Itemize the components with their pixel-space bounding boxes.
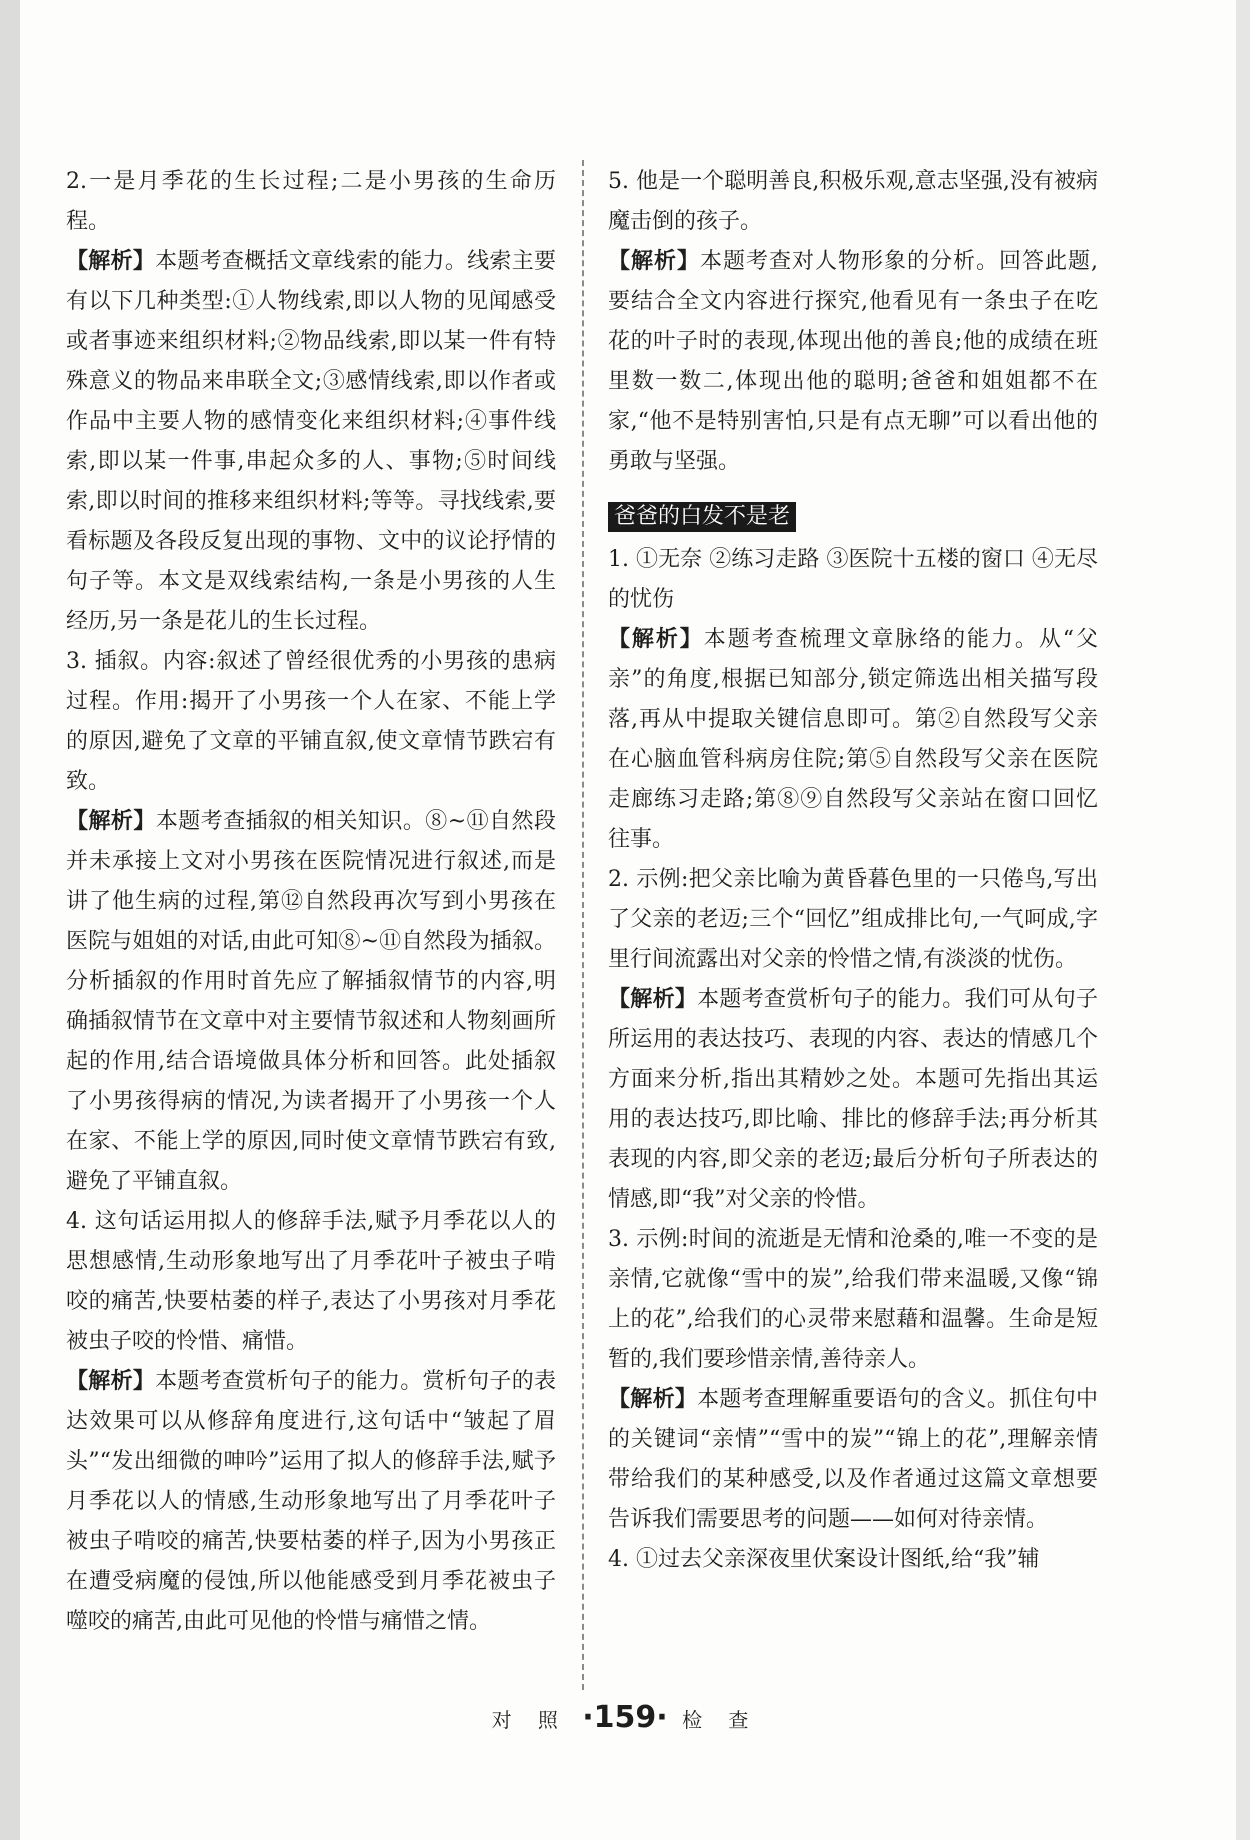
left-column: [66, 162, 556, 1642]
paragraph-text: 2.一是月季花的生长过程;二是小男孩的生命历程。: [66, 169, 556, 234]
analysis-paragraph: [66, 242, 556, 642]
analysis-tag: 【解析】: [66, 249, 156, 274]
analysis-tag: 【解析】: [608, 1387, 698, 1412]
footer-right-label: 检 查: [682, 1708, 759, 1732]
paragraph-text: 本题考查概括文章线索的能力。线索主要有以下几种类型:①人物线索,即以人物的见闻感受或者事迹来组织材料;②物品线索,即以某一件有特殊意义的物品来串联全文;③感情线索,即以作者或作品中主要人物的感情变化来组织材料;④事件线索,即以某一件事,串起众多的人、事物;⑤时间线索,即以时间的推移来组织材料;等等。寻找线索,要看标题及各段反复出现的事物、文中的议论抒情的句子等。本文是双线索结构,一条是小男孩的人生经历,另一条是花儿的生长过程。: [66, 249, 556, 634]
paragraph-text: 本题考查插叙的相关知识。⑧~⑪自然段并未承接上文对小男孩在医院情况进行叙述,而是讲了他生病的过程,第⑫自然段再次写到小男孩在医院与姐姐的对话,由此可知⑧~⑪自然段为插叙。分析插叙的作用时首先应了解插叙情节的内容,明确插叙情节在文章中对主要情节叙述和人物刻画所起的作用,结合语境做具体分析和回答。此处插叙了小男孩得病的情况,为读者揭开了小男孩一个人在家、不能上学的原因,同时使文章情节跌宕有致,避免了平铺直叙。: [66, 809, 556, 1194]
right-column-bottom: [608, 540, 1098, 1580]
analysis-paragraph: [608, 620, 1098, 860]
paragraph-text: 本题考查对人物形象的分析。回答此题,要结合全文内容进行探究,他看见有一条虫子在吃花的叶子时的表现,体现出他的善良;他的成绩在班里数一数二,体现出他的聪明;爸爸和姐姐都不在家,“他不是特别害怕,只是有点无聊”可以看出他的勇敢与坚强。: [608, 249, 1098, 474]
paragraph-text: 本题考查理解重要语句的含义。抓住句中的关键词“亲情”“雪中的炭”“锦上的花”,理解亲情带给我们的某种感受,以及作者通过这篇文章想要告诉我们需要思考的问题——如何对待亲情。: [608, 1387, 1098, 1532]
analysis-tag: 【解析】: [608, 987, 698, 1012]
answer-paragraph: [608, 540, 1098, 620]
analysis-paragraph: [66, 802, 556, 1202]
right-column: [608, 162, 1098, 1580]
paragraph-text: 4. 这句话运用拟人的修辞手法,赋予月季花以人的思想感情,生动形象地写出了月季花叶子被虫子啃咬的痛苦,快要枯萎的样子,表达了小男孩对月季花被虫子咬的怜惜、痛惜。: [66, 1209, 556, 1354]
paragraph-text: 1. ①无奈 ②练习走路 ③医院十五楼的窗口 ④无尽的忧伤: [608, 547, 1098, 612]
analysis-paragraph: [608, 1380, 1098, 1540]
analysis-tag: 【解析】: [608, 249, 700, 274]
paragraph-text: 3. 插叙。内容:叙述了曾经很优秀的小男孩的患病过程。作用:揭开了小男孩一个人在家、不能上学的原因,避免了文章的平铺直叙,使文章情节跌宕有致。: [66, 649, 556, 794]
right-column-top: [608, 162, 1098, 482]
footer-left-label: 对 照: [491, 1708, 568, 1732]
paragraph-text: 本题考查赏析句子的能力。我们可从句子所运用的表达技巧、表现的内容、表达的情感几个方面来分析,指出其精妙之处。本题可先指出其运用的表达技巧,即比喻、排比的修辞手法;再分析其表现的内容,即父亲的老迈;最后分析句子所表达的情感,即“我”对父亲的怜惜。: [608, 987, 1098, 1212]
paragraph-text: 2. 示例:把父亲比喻为黄昏暮色里的一只倦鸟,写出了父亲的老迈;三个“回忆”组成排比句,一气呵成,字里行间流露出对父亲的怜惜之情,有淡淡的忧伤。: [608, 867, 1098, 972]
column-divider: [582, 160, 584, 1690]
analysis-paragraph: [608, 980, 1098, 1220]
analysis-paragraph: [66, 1362, 556, 1642]
paragraph-text: 本题考查梳理文章脉络的能力。从“父亲”的角度,根据已知部分,锁定筛选出相关描写段落,再从中提取关键信息即可。第②自然段写父亲在心脑血管科病房住院;第⑤自然段写父亲在医院走廊练习走路;第⑧⑨自然段写父亲站在窗口回忆往事。: [608, 627, 1098, 852]
page-left-shadow: [0, 0, 20, 1840]
page-footer: [0, 1700, 1250, 1735]
answer-paragraph: [66, 162, 556, 242]
paragraph-text: 3. 示例:时间的流逝是无情和沧桑的,唯一不变的是亲情,它就像“雪中的炭”,给我们带来温暖,又像“锦上的花”,给我们的心灵带来慰藉和温馨。生命是短暂的,我们要珍惜亲情,善待亲人。: [608, 1227, 1098, 1372]
answer-paragraph: [66, 1202, 556, 1362]
analysis-tag: 【解析】: [66, 809, 156, 834]
page-number: ·159·: [582, 1700, 668, 1735]
answer-paragraph: [66, 642, 556, 802]
paragraph-text: 本题考查赏析句子的能力。赏析句子的表达效果可以从修辞角度进行,这句话中“皱起了眉头”“发出细微的呻吟”运用了拟人的修辞手法,赋予月季花以人的情感,生动形象地写出了月季花叶子被虫子啃咬的痛苦,快要枯萎的样子,因为小男孩正在遭受病魔的侵蚀,所以他能感受到月季花被虫子噬咬的痛苦,由此可见他的怜惜与痛惜之情。: [66, 1369, 556, 1634]
paragraph-text: 5. 他是一个聪明善良,积极乐观,意志坚强,没有被病魔击倒的孩子。: [608, 169, 1098, 234]
analysis-tag: 【解析】: [66, 1369, 156, 1394]
page-right-shadow: [1236, 0, 1250, 1840]
answer-paragraph: [608, 860, 1098, 980]
answer-paragraph: [608, 162, 1098, 242]
answer-paragraph: [608, 1220, 1098, 1380]
analysis-tag: 【解析】: [608, 627, 704, 652]
analysis-paragraph: [608, 242, 1098, 482]
paragraph-text: 4. ①过去父亲深夜里伏案设计图纸,给“我”辅: [608, 1547, 1040, 1572]
answer-paragraph: [608, 1540, 1098, 1580]
section-title: 爸爸的白发不是老: [608, 502, 796, 532]
